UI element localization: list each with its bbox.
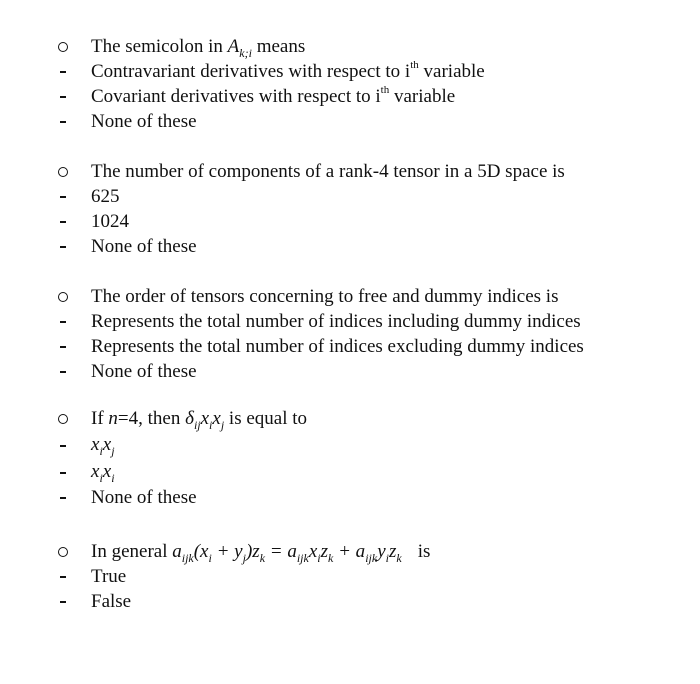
dash-bullet-icon xyxy=(60,246,66,248)
question-4 xyxy=(0,406,700,510)
dash-bullet-icon xyxy=(60,321,66,323)
dash-bullet-icon xyxy=(60,497,66,499)
option-item xyxy=(0,564,700,589)
option-text: $x_ix_i$ xyxy=(91,461,115,485)
option-item xyxy=(0,84,700,109)
stem-text: In general $a_{ijk}(x_i + y_j)z_k = a_{ijk}x_iz_k + a_{ijk}y_iz_k$ is xyxy=(91,541,431,565)
dash-bullet-icon xyxy=(60,371,66,373)
question-stem xyxy=(0,159,700,184)
stem-text: If n=4, then $\delta_{ij}x_ix_j$ is equal to xyxy=(91,408,308,432)
stem-text: The semicolon in $A_{k;i}$ means xyxy=(91,36,306,60)
option-text: $x_ix_j$ xyxy=(91,434,115,458)
option-text: 625 xyxy=(91,186,120,207)
option-text: False xyxy=(91,591,132,612)
option-text: True xyxy=(91,566,127,587)
stem-text: The number of components of a rank-4 tensor in a 5D space is xyxy=(91,161,565,182)
circle-bullet-icon xyxy=(58,34,70,59)
dash-bullet-icon xyxy=(60,472,66,474)
circle-bullet-icon xyxy=(58,539,70,564)
option-text: None of these xyxy=(91,487,197,508)
option-item xyxy=(0,589,700,614)
question-stem xyxy=(0,284,700,309)
option-item xyxy=(0,485,700,510)
option-text: None of these xyxy=(91,111,197,132)
dash-bullet-icon xyxy=(60,601,66,603)
option-item xyxy=(0,184,700,209)
dash-bullet-icon xyxy=(60,346,66,348)
option-item xyxy=(0,309,700,334)
option-item xyxy=(0,359,700,384)
option-text: None of these xyxy=(91,361,197,382)
question-1 xyxy=(0,34,700,134)
dash-bullet-icon xyxy=(60,221,66,223)
circle-bullet-icon xyxy=(58,284,70,309)
question-2 xyxy=(0,159,700,259)
dash-bullet-icon xyxy=(60,96,66,98)
option-text: None of these xyxy=(91,236,197,257)
option-item xyxy=(0,59,700,84)
option-item xyxy=(0,209,700,234)
option-text: Represents the total number of indices excluding dummy indices xyxy=(91,336,584,357)
dash-bullet-icon xyxy=(60,121,66,123)
question-stem xyxy=(0,406,700,431)
question-3 xyxy=(0,284,700,384)
question-5 xyxy=(0,539,700,614)
option-item xyxy=(0,458,700,485)
dash-bullet-icon xyxy=(60,445,66,447)
stem-text: The order of tensors concerning to free and dummy indices is xyxy=(91,286,559,307)
question-stem xyxy=(0,34,700,59)
option-item xyxy=(0,334,700,359)
question-stem xyxy=(0,539,700,564)
option-text: Represents the total number of indices including dummy indices xyxy=(91,311,581,332)
option-text: 1024 xyxy=(91,211,129,232)
option-item xyxy=(0,234,700,259)
option-text: Contravariant derivatives with respect to $i^{th}$ variable xyxy=(91,58,485,82)
option-item xyxy=(0,431,700,458)
dash-bullet-icon xyxy=(60,71,66,73)
option-text: Covariant derivatives with respect to $i^{th}$ variable xyxy=(91,83,456,107)
circle-bullet-icon xyxy=(58,159,70,184)
dash-bullet-icon xyxy=(60,576,66,578)
option-item xyxy=(0,109,700,134)
circle-bullet-icon xyxy=(58,406,70,431)
dash-bullet-icon xyxy=(60,196,66,198)
